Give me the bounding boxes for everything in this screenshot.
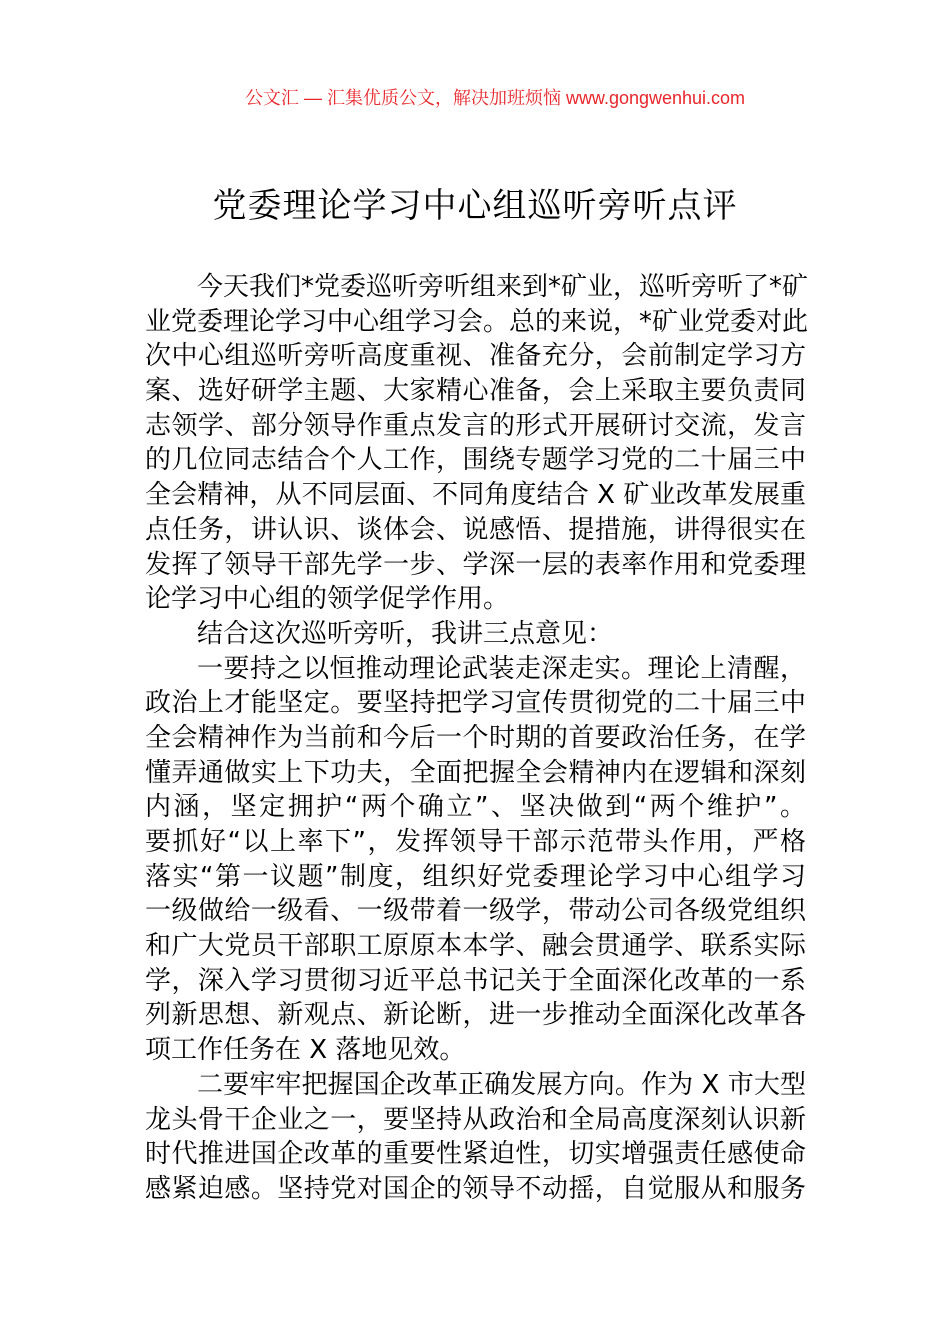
text-line: 学，深入学习贯彻习近平总书记关于全面深化改革的一系 bbox=[145, 965, 806, 996]
text-line: 的几位同志结合个人工作，围绕专题学习党的二十届三中 bbox=[145, 445, 806, 476]
text-line: 今天我们*党委巡听旁听组来到*矿业，巡听旁听了*矿 bbox=[197, 272, 809, 302]
text-line: 次中心组巡听旁听高度重视、准备充分，会前制定学习方 bbox=[145, 341, 806, 372]
text-line: 内涵，坚定拥护“两个确立”、坚决做到“两个维护”。 bbox=[145, 792, 806, 823]
text-line: 二要牢牢把握国企改革正确发展方向。作为 X 市大型 bbox=[197, 1069, 806, 1100]
text-line: 全会精神，从不同层面、不同角度结合 X 矿业改革发展重 bbox=[145, 480, 806, 511]
text-line: 政治上才能坚定。要坚持把学习宣传贯彻党的二十届三中 bbox=[145, 688, 806, 719]
paragraph bbox=[145, 270, 809, 617]
text-line: 感紧迫感。坚持党对国企的领导不动摇，自觉服从和服务 bbox=[145, 1173, 806, 1204]
watermark-header: 公文汇 — 汇集优质公文，解决加班烦恼 www.gongwenhui.com bbox=[244, 88, 746, 108]
text-line: 点任务，讲认识、谈体会、说感悟、提措施，讲得很实在 bbox=[145, 514, 806, 545]
text-line: 结合这次巡听旁听，我讲三点意见： bbox=[197, 618, 614, 649]
text-line: 懂弄通做实上下功夫，全面把握全会精神内在逻辑和深刻 bbox=[145, 757, 806, 788]
text-line: 要抓好“以上率下”，发挥领导干部示范带头作用，严格 bbox=[145, 827, 806, 857]
text-line: 时代推进国企改革的重要性紧迫性，切实增强责任感使命 bbox=[145, 1139, 806, 1170]
text-line: 落实“第一议题”制度，组织好党委理论学习中心组学习 bbox=[145, 861, 806, 892]
document-title: 党委理论学习中心组巡听旁听点评 bbox=[212, 186, 738, 226]
text-line: 论学习中心组的领学促学作用。 bbox=[145, 584, 510, 615]
text-line: 龙头骨干企业之一，要坚持从政治和全局高度深刻认识新 bbox=[145, 1104, 806, 1135]
paragraph bbox=[145, 1068, 806, 1207]
text-line: 志领学、部分领导作重点发言的形式开展研讨交流，发言 bbox=[145, 410, 806, 441]
document-body bbox=[145, 270, 809, 1207]
text-line: 案、选好研学主题、大家精心准备，会上采取主要负责同 bbox=[145, 376, 806, 407]
text-line: 一要持之以恒推动理论武装走深走实。理论上清醒， bbox=[197, 653, 806, 684]
text-line: 列新思想、新观点、新论断，进一步推动全面深化改革各 bbox=[145, 1000, 806, 1031]
text-line: 一级做给一级看、一级带着一级学，带动公司各级党组织 bbox=[145, 896, 806, 927]
text-line: 项工作任务在 X 落地见效。 bbox=[145, 1035, 466, 1066]
text-line: 和广大党员干部职工原原本本学、融会贯通学、联系实际 bbox=[145, 931, 806, 962]
paragraph bbox=[145, 617, 806, 652]
text-line: 业党委理论学习中心组学习会。总的来说，*矿业党委对此 bbox=[145, 306, 809, 337]
paragraph bbox=[145, 652, 806, 1068]
text-line: 全会精神作为当前和今后一个时期的首要政治任务，在学 bbox=[145, 722, 806, 753]
text-line: 发挥了领导干部先学一步、学深一层的表率作用和党委理 bbox=[145, 549, 806, 580]
